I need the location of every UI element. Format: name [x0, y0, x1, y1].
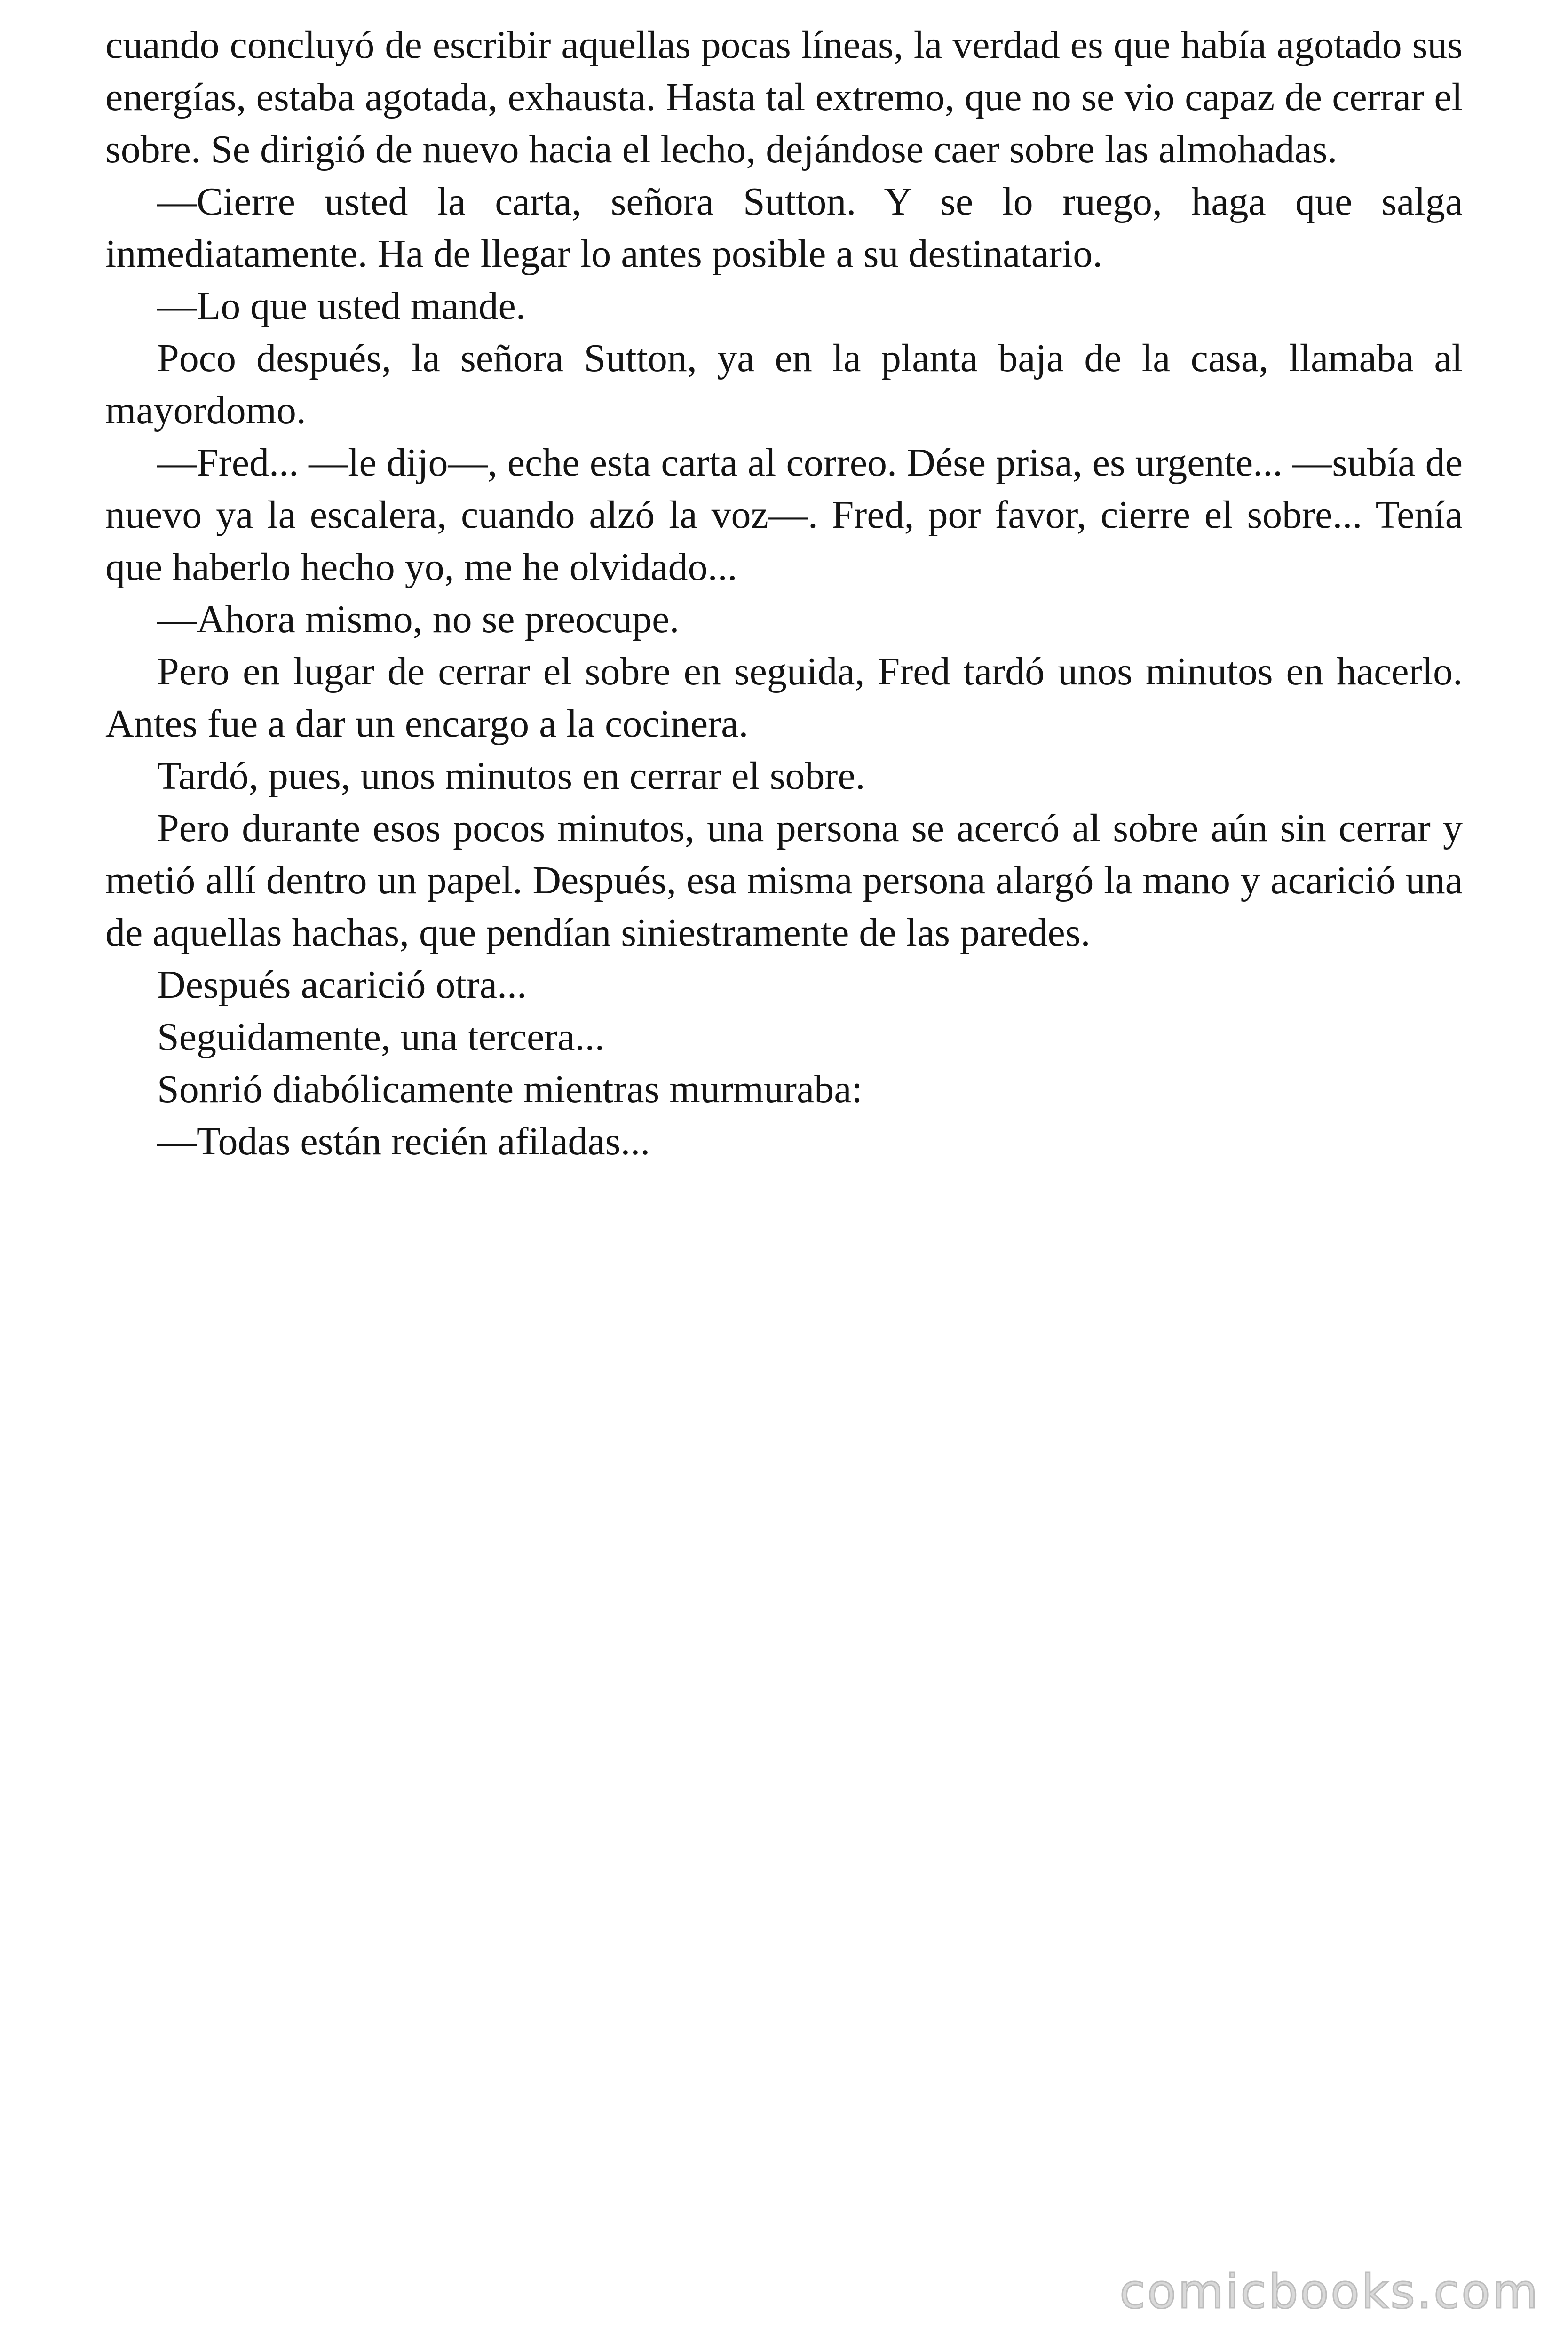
- watermark-logo: comicbooks.com: [1119, 2264, 1540, 2319]
- body-text: [105, 19, 1463, 1168]
- paragraph: —Todas están recién afiladas...: [157, 1120, 650, 1163]
- paragraph: —Ahora mismo, no se preocupe.: [157, 597, 680, 641]
- paragraph: Seguidamente, una tercera...: [157, 1015, 605, 1059]
- paragraph: —Fred... —le dijo—, eche esta carta al correo. Dése prisa, es urgente... —subía de nuevo ya la escalera, cuando alzó la voz—. Fred, por favor, cierre el sobre... Tenía que haberlo hecho yo, me he olvidado...: [105, 441, 1463, 589]
- paragraph: Sonrió diabólicamente mientras murmuraba:: [157, 1067, 863, 1111]
- paragraph: Pero en lugar de cerrar el sobre en seguida, Fred tardó unos minutos en hacerlo. Antes fue a dar un encargo a la cocinera.: [105, 650, 1463, 746]
- paragraph: Poco después, la señora Sutton, ya en la planta baja de la casa, llamaba al mayordomo.: [105, 336, 1463, 432]
- paragraph: —Cierre usted la carta, señora Sutton. Y se lo ruego, haga que salga inmediatamente. Ha de llegar lo antes posible a su destinatario.: [105, 180, 1463, 276]
- paragraph: cuando concluyó de escribir aquellas pocas líneas, la verdad es que había agotado sus energías, estaba agotada, exhausta. Hasta tal extremo, que no se vio capaz de cerrar el sobre. Se dirigió de nuevo hacia el lecho, dejándose caer sobre las almohadas.: [105, 23, 1463, 171]
- paragraph: —Lo que usted mande.: [157, 284, 526, 328]
- paragraph: Tardó, pues, unos minutos en cerrar el sobre.: [157, 754, 865, 798]
- paragraph: Pero durante esos pocos minutos, una persona se acercó al sobre aún sin cerrar y metió allí dentro un papel. Después, esa misma persona alargó la mano y acarició una de aquellas hachas, que pendían siniestramente de las paredes.: [105, 806, 1463, 954]
- paragraph: Después acarició otra...: [157, 963, 527, 1007]
